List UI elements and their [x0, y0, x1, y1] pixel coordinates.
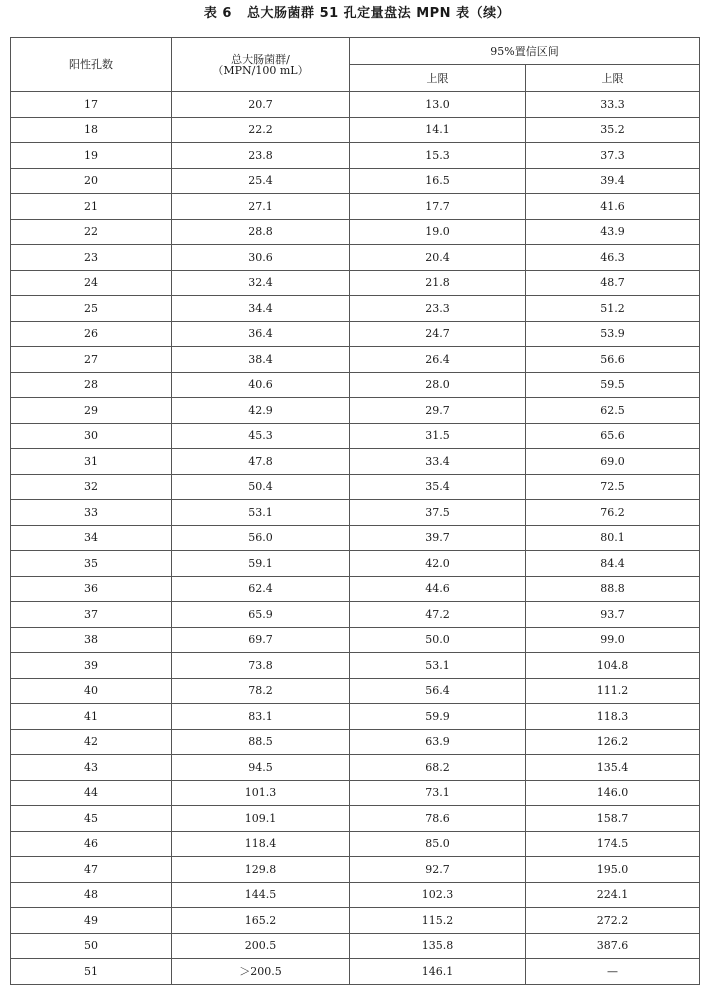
- table-row: [11, 245, 700, 271]
- cell-positive-wells: 18: [11, 117, 172, 143]
- table-row: [11, 194, 700, 220]
- cell-mpn-value: 20.7: [172, 92, 350, 118]
- header-ci-lower: 上限: [350, 65, 526, 92]
- cell-ci-upper: 48.7: [526, 270, 700, 296]
- cell-ci-lower: 28.0: [350, 372, 526, 398]
- table-row: [11, 117, 700, 143]
- cell-ci-upper: —: [526, 959, 700, 985]
- cell-ci-upper: 65.6: [526, 423, 700, 449]
- cell-mpn-value: 65.9: [172, 602, 350, 628]
- cell-ci-lower: 37.5: [350, 500, 526, 526]
- cell-ci-upper: 93.7: [526, 602, 700, 628]
- cell-positive-wells: 36: [11, 576, 172, 602]
- cell-ci-upper: 158.7: [526, 806, 700, 832]
- cell-mpn-value: 38.4: [172, 347, 350, 373]
- cell-positive-wells: 24: [11, 270, 172, 296]
- cell-ci-lower: 20.4: [350, 245, 526, 271]
- cell-mpn-value: 109.1: [172, 806, 350, 832]
- cell-positive-wells: 22: [11, 219, 172, 245]
- table-row: [11, 92, 700, 118]
- cell-ci-lower: 29.7: [350, 398, 526, 424]
- cell-ci-lower: 35.4: [350, 474, 526, 500]
- cell-ci-lower: 85.0: [350, 831, 526, 857]
- cell-ci-upper: 51.2: [526, 296, 700, 322]
- cell-mpn-value: 50.4: [172, 474, 350, 500]
- table-row: [11, 959, 700, 985]
- header-total-coliform-line2: （MPN/100 mL）: [212, 63, 309, 77]
- table-row: [11, 449, 700, 475]
- cell-positive-wells: 27: [11, 347, 172, 373]
- table-body: [11, 92, 700, 985]
- cell-positive-wells: 31: [11, 449, 172, 475]
- table-row: [11, 704, 700, 730]
- cell-positive-wells: 23: [11, 245, 172, 271]
- table-row: [11, 219, 700, 245]
- cell-ci-lower: 53.1: [350, 653, 526, 679]
- cell-mpn-value: 22.2: [172, 117, 350, 143]
- cell-mpn-value: 47.8: [172, 449, 350, 475]
- cell-ci-lower: 47.2: [350, 602, 526, 628]
- cell-positive-wells: 33: [11, 500, 172, 526]
- table-row: [11, 933, 700, 959]
- cell-positive-wells: 49: [11, 908, 172, 934]
- table-row: [11, 908, 700, 934]
- cell-mpn-value: 25.4: [172, 168, 350, 194]
- cell-positive-wells: 38: [11, 627, 172, 653]
- cell-ci-lower: 33.4: [350, 449, 526, 475]
- cell-positive-wells: 39: [11, 653, 172, 679]
- cell-ci-lower: 146.1: [350, 959, 526, 985]
- cell-ci-upper: 35.2: [526, 117, 700, 143]
- cell-ci-upper: 41.6: [526, 194, 700, 220]
- cell-mpn-value: 83.1: [172, 704, 350, 730]
- cell-ci-lower: 63.9: [350, 729, 526, 755]
- table-row: [11, 296, 700, 322]
- cell-ci-upper: 126.2: [526, 729, 700, 755]
- cell-positive-wells: 51: [11, 959, 172, 985]
- table-row: [11, 398, 700, 424]
- cell-ci-upper: 84.4: [526, 551, 700, 577]
- cell-mpn-value: 56.0: [172, 525, 350, 551]
- cell-ci-upper: 272.2: [526, 908, 700, 934]
- cell-mpn-value: 27.1: [172, 194, 350, 220]
- cell-ci-lower: 92.7: [350, 857, 526, 883]
- cell-mpn-value: 129.8: [172, 857, 350, 883]
- cell-mpn-value: 45.3: [172, 423, 350, 449]
- cell-ci-lower: 56.4: [350, 678, 526, 704]
- cell-mpn-value: 36.4: [172, 321, 350, 347]
- cell-mpn-value: 69.7: [172, 627, 350, 653]
- table-row: [11, 270, 700, 296]
- cell-ci-upper: 104.8: [526, 653, 700, 679]
- header-total-coliform: [172, 38, 350, 92]
- header-total-coliform-line1: 总大肠菌群/: [231, 52, 290, 66]
- table-row: [11, 168, 700, 194]
- cell-ci-upper: 43.9: [526, 219, 700, 245]
- cell-ci-lower: 17.7: [350, 194, 526, 220]
- cell-positive-wells: 25: [11, 296, 172, 322]
- cell-mpn-value: 23.8: [172, 143, 350, 169]
- cell-ci-lower: 19.0: [350, 219, 526, 245]
- table-row: [11, 576, 700, 602]
- cell-positive-wells: 37: [11, 602, 172, 628]
- cell-ci-lower: 68.2: [350, 755, 526, 781]
- cell-positive-wells: 26: [11, 321, 172, 347]
- cell-ci-lower: 31.5: [350, 423, 526, 449]
- header-ci-upper: 上限: [526, 65, 700, 92]
- cell-ci-upper: 33.3: [526, 92, 700, 118]
- header-positive-wells: 阳性孔数: [11, 38, 172, 92]
- cell-ci-lower: 102.3: [350, 882, 526, 908]
- cell-ci-lower: 73.1: [350, 780, 526, 806]
- cell-ci-lower: 135.8: [350, 933, 526, 959]
- cell-ci-upper: 46.3: [526, 245, 700, 271]
- cell-ci-upper: 146.0: [526, 780, 700, 806]
- cell-positive-wells: 42: [11, 729, 172, 755]
- cell-ci-upper: 56.6: [526, 347, 700, 373]
- cell-positive-wells: 48: [11, 882, 172, 908]
- cell-ci-upper: 72.5: [526, 474, 700, 500]
- cell-positive-wells: 47: [11, 857, 172, 883]
- cell-ci-upper: 118.3: [526, 704, 700, 730]
- cell-ci-upper: 135.4: [526, 755, 700, 781]
- cell-positive-wells: 46: [11, 831, 172, 857]
- table-row: [11, 627, 700, 653]
- cell-positive-wells: 45: [11, 806, 172, 832]
- table-row: [11, 857, 700, 883]
- cell-ci-upper: 69.0: [526, 449, 700, 475]
- cell-ci-upper: 80.1: [526, 525, 700, 551]
- header-confidence-interval: 95%置信区间: [350, 38, 700, 65]
- table-row: [11, 143, 700, 169]
- cell-mpn-value: 73.8: [172, 653, 350, 679]
- cell-ci-upper: 174.5: [526, 831, 700, 857]
- cell-mpn-value: 78.2: [172, 678, 350, 704]
- cell-ci-lower: 15.3: [350, 143, 526, 169]
- cell-mpn-value: 88.5: [172, 729, 350, 755]
- cell-mpn-value: 94.5: [172, 755, 350, 781]
- cell-mpn-value: 40.6: [172, 372, 350, 398]
- cell-mpn-value: 118.4: [172, 831, 350, 857]
- cell-ci-upper: 224.1: [526, 882, 700, 908]
- cell-mpn-value: 34.4: [172, 296, 350, 322]
- table-row: [11, 653, 700, 679]
- cell-positive-wells: 40: [11, 678, 172, 704]
- cell-positive-wells: 35: [11, 551, 172, 577]
- table-row: [11, 347, 700, 373]
- cell-ci-lower: 21.8: [350, 270, 526, 296]
- cell-positive-wells: 41: [11, 704, 172, 730]
- cell-positive-wells: 20: [11, 168, 172, 194]
- cell-positive-wells: 30: [11, 423, 172, 449]
- cell-positive-wells: 29: [11, 398, 172, 424]
- cell-mpn-value: 59.1: [172, 551, 350, 577]
- cell-ci-lower: 115.2: [350, 908, 526, 934]
- cell-ci-lower: 44.6: [350, 576, 526, 602]
- cell-mpn-value: 144.5: [172, 882, 350, 908]
- cell-ci-lower: 42.0: [350, 551, 526, 577]
- cell-ci-upper: 88.8: [526, 576, 700, 602]
- table-row: [11, 423, 700, 449]
- mpn-table: [10, 37, 700, 985]
- cell-positive-wells: 34: [11, 525, 172, 551]
- table-row: [11, 551, 700, 577]
- cell-ci-lower: 23.3: [350, 296, 526, 322]
- cell-mpn-value: 101.3: [172, 780, 350, 806]
- cell-ci-lower: 26.4: [350, 347, 526, 373]
- cell-mpn-value: 42.9: [172, 398, 350, 424]
- cell-mpn-value: 200.5: [172, 933, 350, 959]
- cell-positive-wells: 32: [11, 474, 172, 500]
- cell-mpn-value: 53.1: [172, 500, 350, 526]
- table-row: [11, 321, 700, 347]
- cell-ci-upper: 195.0: [526, 857, 700, 883]
- cell-ci-lower: 13.0: [350, 92, 526, 118]
- cell-ci-lower: 16.5: [350, 168, 526, 194]
- cell-ci-lower: 14.1: [350, 117, 526, 143]
- table-row: [11, 372, 700, 398]
- cell-ci-upper: 62.5: [526, 398, 700, 424]
- cell-mpn-value: 30.6: [172, 245, 350, 271]
- cell-ci-lower: 78.6: [350, 806, 526, 832]
- cell-ci-upper: 111.2: [526, 678, 700, 704]
- table-row: [11, 474, 700, 500]
- table-row: [11, 755, 700, 781]
- cell-ci-lower: 39.7: [350, 525, 526, 551]
- cell-mpn-value: 32.4: [172, 270, 350, 296]
- cell-positive-wells: 19: [11, 143, 172, 169]
- table-header: [11, 38, 700, 92]
- cell-ci-upper: 99.0: [526, 627, 700, 653]
- cell-ci-upper: 39.4: [526, 168, 700, 194]
- cell-mpn-value: 165.2: [172, 908, 350, 934]
- table-row: [11, 806, 700, 832]
- table-row: [11, 729, 700, 755]
- cell-positive-wells: 28: [11, 372, 172, 398]
- cell-mpn-value: 62.4: [172, 576, 350, 602]
- table-row: [11, 831, 700, 857]
- table-caption: 表 6 总大肠菌群 51 孔定量盘法 MPN 表（续）: [203, 6, 511, 21]
- table-row: [11, 780, 700, 806]
- cell-ci-lower: 59.9: [350, 704, 526, 730]
- cell-ci-upper: 37.3: [526, 143, 700, 169]
- cell-positive-wells: 17: [11, 92, 172, 118]
- cell-ci-upper: 53.9: [526, 321, 700, 347]
- cell-ci-upper: 76.2: [526, 500, 700, 526]
- cell-ci-lower: 50.0: [350, 627, 526, 653]
- cell-positive-wells: 43: [11, 755, 172, 781]
- table-row: [11, 678, 700, 704]
- cell-mpn-value: 28.8: [172, 219, 350, 245]
- cell-positive-wells: 21: [11, 194, 172, 220]
- cell-positive-wells: 44: [11, 780, 172, 806]
- cell-ci-upper: 387.6: [526, 933, 700, 959]
- table-row: [11, 500, 700, 526]
- cell-ci-upper: 59.5: [526, 372, 700, 398]
- table-row: [11, 525, 700, 551]
- cell-positive-wells: 50: [11, 933, 172, 959]
- table-row: [11, 602, 700, 628]
- cell-ci-lower: 24.7: [350, 321, 526, 347]
- cell-mpn-value: ＞200.5: [172, 959, 350, 985]
- table-row: [11, 882, 700, 908]
